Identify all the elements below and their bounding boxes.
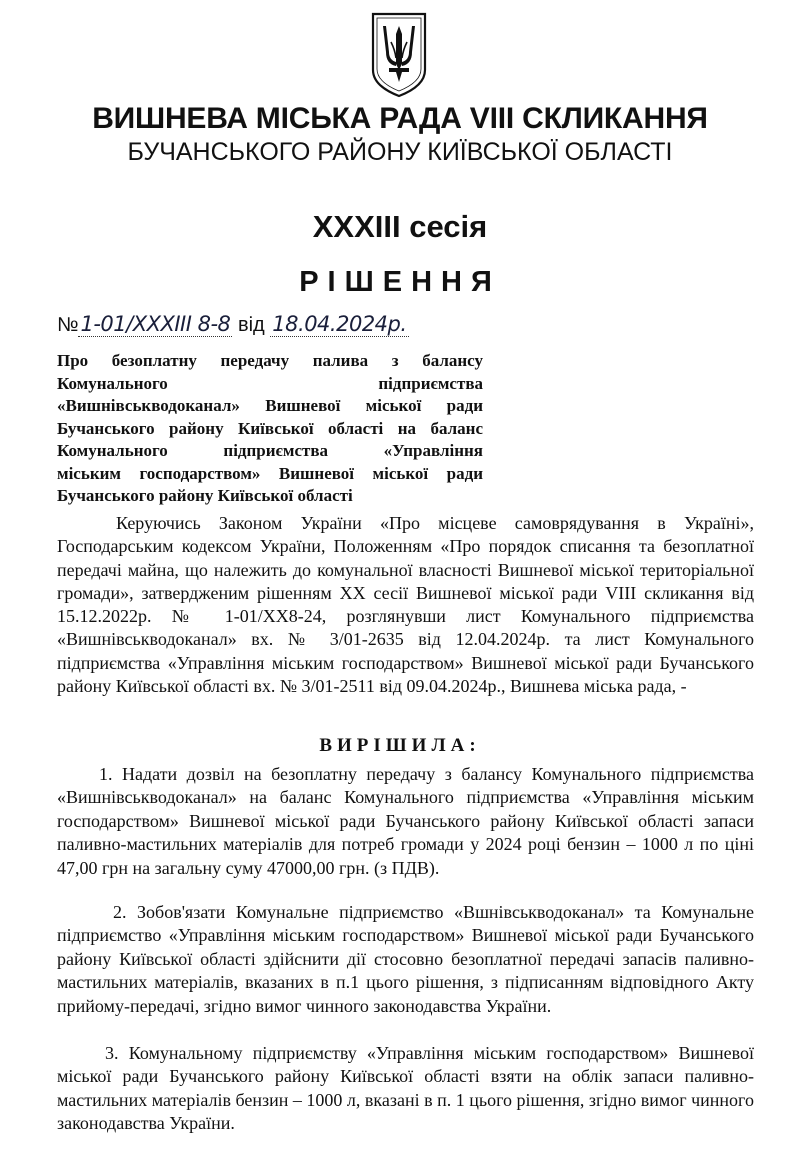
document-type: РІШЕННЯ xyxy=(299,266,501,298)
preamble-paragraph: Керуючись Законом України «Про місцеве самоврядування в Україні», Господарським кодексом України, Положенням «Про порядок списання та безоплатної передачі майна, що належить до комунальної власності Вишневої міської територіальної громади», затвердженим рішенням XX сесії Вишневої міської ради VIII скликання від 15.12.2022р. № 1-01/XX8-24, розглянувши лист Комунального підприємства «Вишнівськводоканал» вх. № 3/01-2635 від 12.04.2024р. та лист Комунального підприємства «Управління міським господарством» Вишневої міської ради Бучанського району Київської області вх. № 3/01-2511 від 09.04.2024р., Вишнева міська рада, - xyxy=(57,513,754,697)
decision-item-1: 1. Надати дозвіл на безоплатну передачу з балансу Комунального підприємства «Вишнівськводоканал» на баланс Комунального підприємства «Управління міським господарством» Вишневої міської ради Бучанського району Київської області запаси паливно-мастильних матеріалів для потреб громади у 2024 році бензин – 1000 л по ціні 47,00 грн на загальну суму 47000,00 грн. (з ПДВ). xyxy=(57,764,754,878)
decision-date: 18.04.2024р. xyxy=(272,312,407,336)
decision-item-3: 3. Комунальному підприємству «Управління міським господарством» Вишневої міської ради Бучанського району Київської області взяти на облік запаси паливно-мастильних матеріалів бензин – 1000 л, вказані в п. 1 цього рішення, згідно вимог чинного законодавства України. xyxy=(57,1043,754,1134)
decision-number: 1-01/XXXIII 8-8 xyxy=(80,312,231,336)
subject-line: Комунального підприємства xyxy=(57,373,483,393)
subject-line: міським господарством» Вишневої міської ради xyxy=(57,463,483,483)
subject-line: Комунального підприємства «Управління xyxy=(57,441,483,460)
decision-number-line xyxy=(57,312,409,346)
decision-subject xyxy=(57,350,483,508)
subject-line: Бучанського району Київської області на баланс xyxy=(57,418,483,438)
decision-item-2: 2. Зобов'язати Комунальне підприємство «Вшнівськводоканал» та Комунальне підприємство «Управління міським господарством» Вишневої міської ради Бучанського району Київської області здійснити дії стосовно безоплатної передачі запасів паливно-мастильних матеріалів, вказаних в п.1 цього рішення, з підписанням відповідного Акту прийому-передачі, згідно вимог чинного законодавства України. xyxy=(57,902,754,1016)
number-label: № xyxy=(57,314,79,336)
subject-line: Про безоплатну передачу палива з балансу xyxy=(57,351,483,370)
subject-line: Бучанського району Київської області xyxy=(57,486,353,505)
decided-heading: ВИРІШИЛА: xyxy=(319,735,481,756)
date-label: від xyxy=(237,314,265,336)
council-title: ВИШНЕВА МІСЬКА РАДА VIII СКЛИКАННЯ xyxy=(92,102,708,135)
subject-line: «Вишнівськводоканал» Вишневої міської ради xyxy=(57,396,483,415)
trident-emblem-icon xyxy=(369,12,429,98)
session-title: XXXIII сесія xyxy=(312,209,488,244)
council-region: БУЧАНСЬКОГО РАЙОНУ КИЇВСЬКОЇ ОБЛАСТІ xyxy=(127,138,673,166)
